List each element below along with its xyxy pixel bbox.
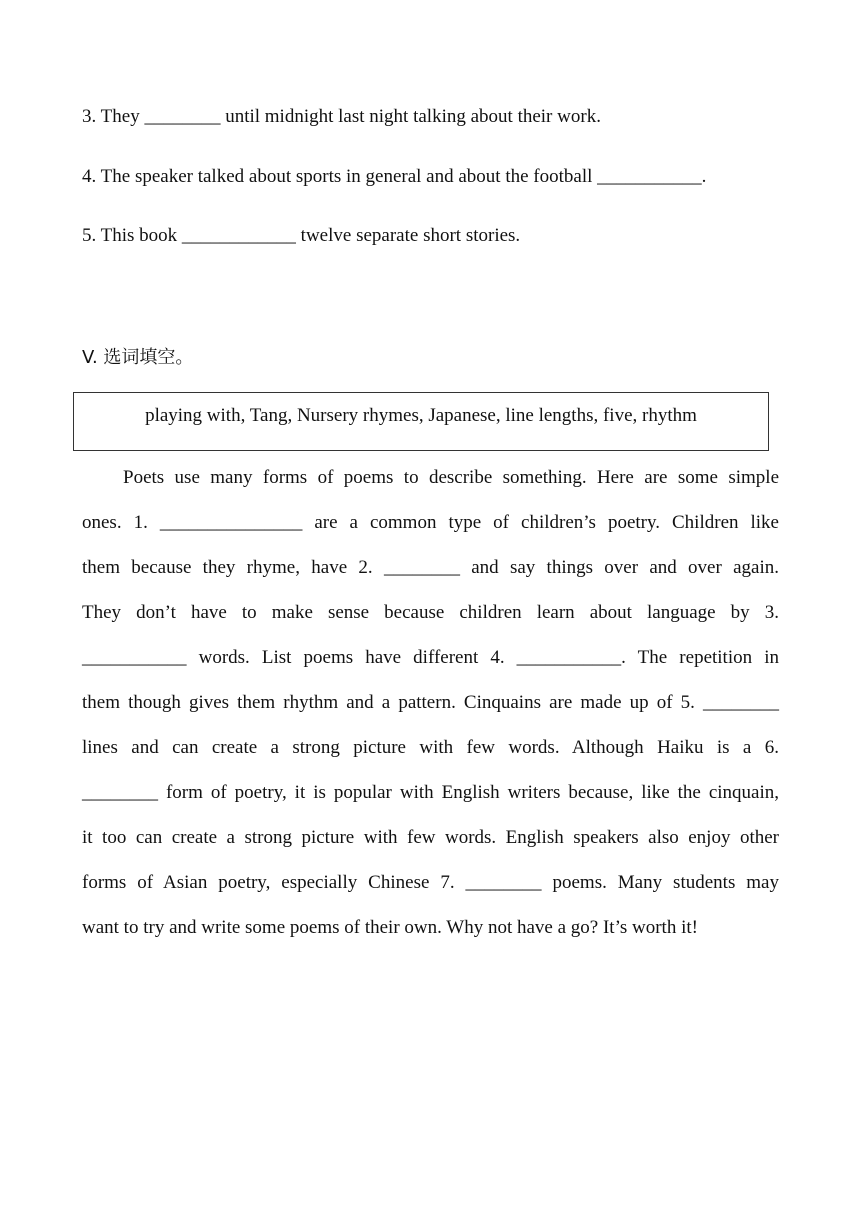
passage-line: forms of Asian poetry, especially Chinese 7. ________ poems. Many students may <box>82 872 779 893</box>
section-heading: V. 选词填空。 <box>82 347 194 368</box>
passage-line: want to try and write some poems of their own. Why not have a go? It’s worth it! <box>82 917 698 938</box>
word-bank-text: playing with, Tang, Nursery rhymes, Japanese, line lengths, five, rhythm <box>145 405 697 426</box>
word-bank-box <box>73 392 769 451</box>
passage-line: it too can create a strong picture with few words. English speakers also enjoy other <box>82 827 779 848</box>
passage <box>82 455 779 950</box>
passage-line: ___________ words. List poems have different 4. ___________. The repetition in <box>82 647 779 668</box>
passage-line: Poets use many forms of poems to describe something. Here are some simple <box>123 467 779 488</box>
passage-line: They don’t have to make sense because children learn about language by 3. <box>82 602 779 623</box>
question-5: 5. This book ____________ twelve separate short stories. <box>82 225 521 246</box>
passage-line: them though gives them rhythm and a pattern. Cinquains are made up of 5. ________ <box>82 692 779 713</box>
passage-line: them because they rhyme, have 2. ________ and say things over and over again. <box>82 557 779 578</box>
passage-line: lines and can create a strong picture with few words. Although Haiku is a 6. <box>82 737 779 758</box>
passage-line: ________ form of poetry, it is popular with English writers because, like the cinquain, <box>82 782 779 803</box>
question-3: 3. They ________ until midnight last night talking about their work. <box>82 106 601 127</box>
question-4: 4. The speaker talked about sports in general and about the football ___________. <box>82 166 707 187</box>
passage-line: ones. 1. _______________ are a common type of children’s poetry. Children like <box>82 512 779 533</box>
